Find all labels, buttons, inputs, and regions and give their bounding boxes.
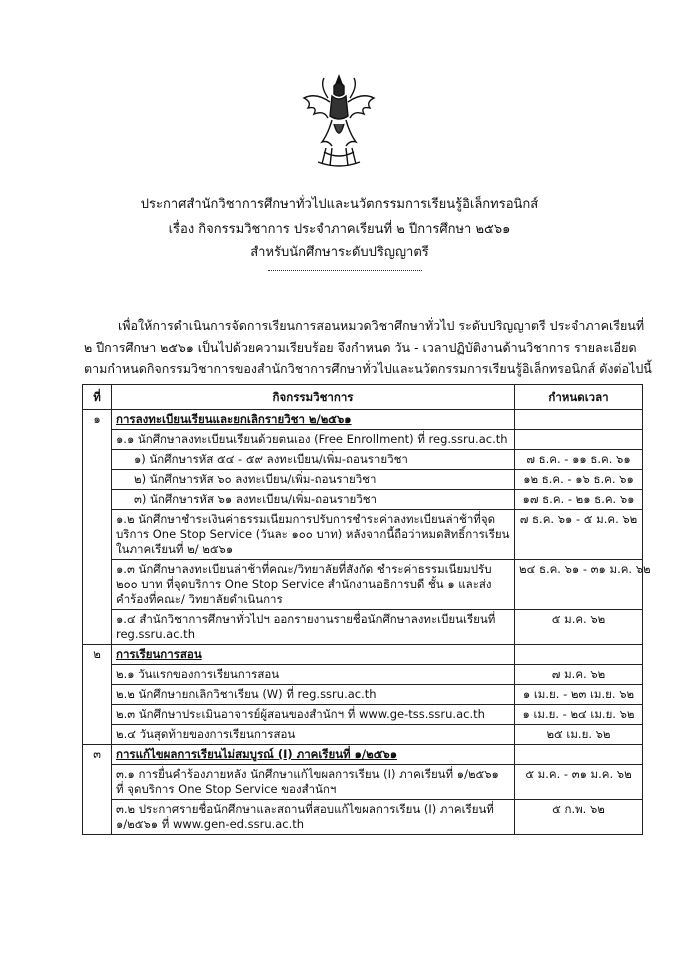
table-row: [83, 410, 643, 430]
activity-time: ๕ ก.พ. ๖๒: [515, 800, 643, 835]
activity-text: ๑) นักศึกษารหัส ๕๔ - ๕๙ ลงทะเบียน/เพิ่ม-ถอนรายวิชา: [112, 450, 515, 470]
activity-text: ๒.๓ นักศึกษาประเมินอาจารย์ผู้สอนของสำนักฯ ที่ www.ge-tss.ssru.ac.th: [112, 705, 515, 725]
activity-time: ๒๕ เม.ย. ๖๒: [515, 725, 643, 745]
announcement-audience: สำหรับนักศึกษาระดับปริญญาตรี: [250, 245, 429, 260]
announcement-subject: เรื่อง กิจกรรมวิชาการ ประจำภาคเรียนที่ ๒ ปีการศึกษา ๒๕๖๑: [168, 222, 511, 237]
activity-text: ๒.๑ วันแรกของการเรียนการสอน: [112, 665, 515, 685]
activity-time: ๑ เม.ย. - ๒๔ เม.ย. ๖๒: [515, 705, 643, 725]
header-activity: กิจกรรมวิชาการ: [112, 385, 515, 410]
dotted-divider: [268, 270, 422, 271]
activity-time: ๒๔ ธ.ค. ๖๑ - ๓๑ ม.ค. ๖๒: [515, 560, 643, 610]
intro-line-1: เพื่อให้การดำเนินการจัดการเรียนการสอนหมวดวิชาศึกษาทั่วไป ระดับปริญญาตรี ประจำภาคเรียนที่: [118, 318, 645, 333]
table-header-row: [83, 385, 643, 410]
activity-time: ๑๒ ธ.ค. - ๑๖ ธ.ค. ๖๑: [515, 470, 643, 490]
activity-text: ๓) นักศึกษารหัส ๖๑ ลงทะเบียน/เพิ่ม-ถอนรายวิชา: [112, 490, 515, 510]
activity-text: ๑.๓ นักศึกษาลงทะเบียนล่าช้าที่คณะ/วิทยาลัยที่สังกัด ชำระค่าธรรมเนียมปรับ ๒๐๐ บาท ที่จุดบริการ One Stop Service สำนักงานอธิการบดี ชั้น ๑ และส่งคำร้องที่คณะ/ วิทยาลัยดำเนินการ: [112, 560, 515, 610]
table-row: [83, 470, 643, 490]
section-time: [515, 410, 643, 430]
intro-line-3: ตามกำหนดกิจกรรมวิชาการของสำนักวิชาการศึกษาทั่วไปและนวัตกรรมการเรียนรู้อิเล็กทรอนิกส์ ดังต่อไปนี้: [84, 361, 652, 376]
header-time: กำหนดเวลา: [515, 385, 643, 410]
activity-time: ๕ ม.ค. - ๓๑ ม.ค. ๖๒: [515, 765, 643, 800]
activity-time: ๑ เม.ย. - ๒๓ เม.ย. ๖๒: [515, 685, 643, 705]
table-row: [83, 705, 643, 725]
activity-text: ๒.๔ วันสุดท้ายของการเรียนการสอน: [112, 725, 515, 745]
activity-time: ๕ ม.ค. ๖๒: [515, 610, 643, 645]
section-number: ๑: [83, 410, 112, 645]
section-number: ๓: [83, 745, 112, 835]
section-title: การเรียนการสอน: [112, 645, 515, 665]
table-row: [83, 645, 643, 665]
activity-time: [515, 430, 643, 450]
section-time: [515, 745, 643, 765]
announcement-title: ประกาศสำนักวิชาการศึกษาทั่วไปและนวัตกรรมการเรียนรู้อิเล็กทรอนิกส์: [140, 197, 539, 212]
activity-text: ๓.๑ การยื่นคำร้องภายหลัง นักศึกษาแก้ไขผลการเรียน (I) ภาคเรียนที่ ๑/๒๕๖๑ ที่ จุดบริการ One Stop Service ของสำนักฯ: [112, 765, 515, 800]
section-title: การลงทะเบียนเรียนและยกเลิกรายวิชา ๒/๒๕๖๑: [112, 410, 515, 430]
section-number: ๒: [83, 645, 112, 745]
table-row: [83, 450, 643, 470]
section-time: [515, 645, 643, 665]
activity-text: ๑.๒ นักศึกษาชำระเงินค่าธรรมเนียมการปรับการชำระค่าลงทะเบียนล่าช้าที่จุดบริการ One Stop Service (วันละ ๑๐๐ บาท) หลังจากนี้ถือว่าหมดสิทธิ์การเรียนในภาคเรียนที่ ๒/ ๒๕๖๑: [112, 510, 515, 560]
garuda-emblem: [298, 72, 380, 170]
table-row: [83, 685, 643, 705]
activity-text: ๑.๑ นักศึกษาลงทะเบียนเรียนด้วยตนเอง (Free Enrollment) ที่ reg.ssru.ac.th: [112, 430, 515, 450]
table-row: [83, 665, 643, 685]
table-row: [83, 725, 643, 745]
activity-time: ๗ ธ.ค. - ๑๑ ธ.ค. ๖๑: [515, 450, 643, 470]
activity-time: ๗ ม.ค. ๖๒: [515, 665, 643, 685]
activities-table: [82, 384, 651, 835]
activity-time: ๗ ธ.ค. ๖๑ - ๕ ม.ค. ๖๒: [515, 510, 643, 560]
activity-text: ๒) นักศึกษารหัส ๖๐ ลงทะเบียน/เพิ่ม-ถอนรายวิชา: [112, 470, 515, 490]
activity-text: ๒.๒ นักศึกษายกเลิกวิชาเรียน (W) ที่ reg.ssru.ac.th: [112, 685, 515, 705]
table-row: [83, 560, 643, 610]
table-row: [83, 765, 643, 800]
table-row: [83, 745, 643, 765]
table-row: [83, 490, 643, 510]
table-row: [83, 800, 643, 835]
activity-text: ๓.๒ ประกาศรายชื่อนักศึกษาและสถานที่สอบแก้ไขผลการเรียน (I) ภาคเรียนที่ ๑/๒๕๖๑ ที่ www.gen-ed.ssru.ac.th: [112, 800, 515, 835]
activity-text: ๑.๔ สำนักวิชาการศึกษาทั่วไปฯ ออกรายงานรายชื่อนักศึกษาลงทะเบียนเรียนที่ reg.ssru.ac.th: [112, 610, 515, 645]
table-row: [83, 510, 643, 560]
table-row: [83, 430, 643, 450]
intro-line-2: ๒ ปีการศึกษา ๒๕๖๑ เป็นไปด้วยความเรียบร้อย จึงกำหนด วัน - เวลาปฏิบัติงานด้านวิชาการ รายละเอียด: [84, 340, 637, 355]
activity-time: ๑๗ ธ.ค. - ๒๑ ธ.ค. ๖๑: [515, 490, 643, 510]
section-title: การแก้ไขผลการเรียนไม่สมบูรณ์ (I) ภาคเรียนที่ ๑/๒๕๖๑: [112, 745, 515, 765]
table-row: [83, 610, 643, 645]
header-no: ที่: [83, 385, 112, 410]
